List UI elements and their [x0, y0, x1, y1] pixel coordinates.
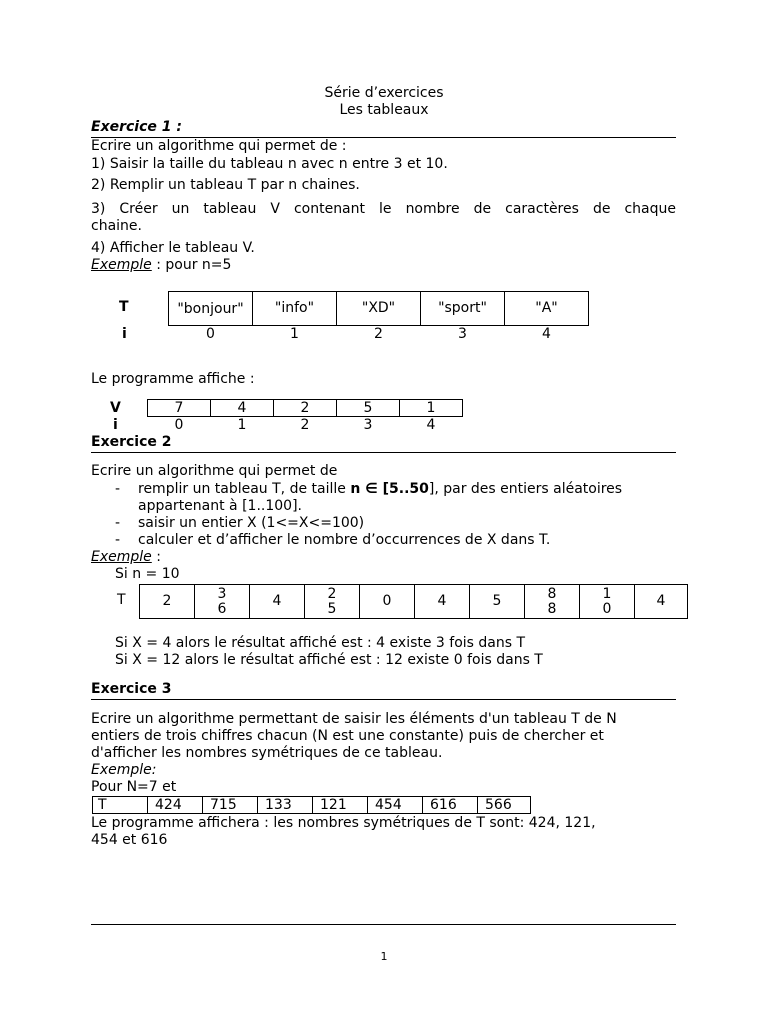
ex1-t-label: T	[119, 299, 129, 315]
ex2-intro: Ecrire un algorithme qui permet de	[91, 463, 338, 479]
ex1-step-2: 2) Remplir un tableau T par n chaines.	[91, 177, 360, 193]
ex3-t-cell: 121	[312, 796, 368, 814]
exercise-2-heading: Exercice 2	[91, 434, 172, 450]
ex2-t-cell: 10	[579, 584, 635, 619]
ex3-t-cell: 715	[202, 796, 258, 814]
page-number: 1	[380, 950, 388, 963]
ex3-t-cell: 616	[422, 796, 478, 814]
ex1-t-cell: "sport"	[420, 291, 505, 326]
exercise-3-rule	[91, 699, 676, 700]
ex1-v-cell: 5	[336, 399, 400, 417]
ex2-bullet-2: saisir un entier X (1<=X<=100)	[138, 515, 365, 531]
ex1-v-cell: 1	[399, 399, 463, 417]
ex1-v-cell: 7	[147, 399, 211, 417]
ex2-t-cell: 0	[359, 584, 415, 619]
ex1-step-3-line-1: 3) Créer un tableau V contenant le nombre de caractères de chaque	[91, 201, 676, 217]
ex2-bullet-3: calculer et d’afficher le nombre d’occurrences de X dans T.	[138, 532, 551, 548]
ex1-step-1: 1) Saisir la taille du tableau n avec n entre 3 et 10.	[91, 156, 448, 172]
ex2-t-cell: 88	[524, 584, 580, 619]
ex2-t-cell: 5	[469, 584, 525, 619]
ex2-bullet-1-line-2: appartenant à [1..100].	[138, 498, 302, 514]
ex1-output-label: Le programme affiche :	[91, 371, 255, 387]
ex2-t-cell: 4	[414, 584, 470, 619]
ex2-example: Exemple :	[91, 549, 161, 565]
ex1-v-index: 3	[363, 417, 373, 433]
ex1-index: 0	[206, 326, 215, 342]
ex1-v-index: 1	[237, 417, 247, 433]
ex2-t-cell: 25	[304, 584, 360, 619]
ex1-index: 3	[458, 326, 467, 342]
ex2-result-2: Si X = 12 alors le résultat affiché est : 12 existe 0 fois dans T	[115, 652, 543, 668]
exercise-3-heading: Exercice 3	[91, 681, 172, 697]
ex1-t-cell: "A"	[504, 291, 589, 326]
ex3-output-line-1: Le programme affichera : les nombres symétriques de T sont: 424, 121,	[91, 815, 596, 831]
ex2-t-cell: 36	[194, 584, 250, 619]
ex2-t-cell: 2	[139, 584, 195, 619]
ex1-v-label: V	[110, 400, 121, 416]
ex3-t-cell: 424	[147, 796, 203, 814]
ex1-example-rest: : pour n=5	[151, 257, 232, 273]
ex2-bullet: -	[115, 481, 121, 497]
ex3-pour: Pour N=7 et	[91, 779, 177, 795]
ex2-bullet-1-line-1: remplir un tableau T, de taille n ∈ [5..50], par des entiers aléatoires	[138, 481, 623, 497]
ex1-v-cell: 4	[210, 399, 274, 417]
ex3-line-3: d'afficher les nombres symétriques de ce tableau.	[91, 745, 443, 761]
ex3-t-cell: 133	[257, 796, 313, 814]
ex1-v-index: 0	[174, 417, 184, 433]
ex1-v-cell: 2	[273, 399, 337, 417]
ex3-t-cell: 566	[477, 796, 531, 814]
ex1-v-i-label: i	[113, 417, 118, 433]
ex2-bullet: -	[115, 515, 121, 531]
ex3-output-line-2: 454 et 616	[91, 832, 168, 848]
ex1-t-cell: "XD"	[336, 291, 421, 326]
ex2-si-n: Si n = 10	[115, 566, 180, 582]
title-line-2: Les tableaux	[339, 102, 429, 118]
ex2-t-label: T	[117, 592, 126, 608]
ex1-intro: Ecrire un algorithme qui permet de :	[91, 138, 347, 154]
ex1-example	[91, 257, 231, 274]
ex1-t-cell: "bonjour"	[168, 291, 253, 326]
ex2-bullet: -	[115, 532, 121, 548]
ex1-v-index: 4	[426, 417, 436, 433]
title-line-1: Série d’exercices	[324, 85, 444, 101]
ex1-index: 2	[374, 326, 383, 342]
ex3-t-cell: 454	[367, 796, 423, 814]
ex2-t-cell: 4	[249, 584, 305, 619]
ex3-line-2: entiers de trois chiffres chacun (N est une constante) puis de chercher et	[91, 728, 604, 744]
ex1-example-label: Exemple	[91, 257, 152, 273]
ex1-i-label: i	[122, 326, 127, 342]
ex3-line-1: Ecrire un algorithme permettant de saisir les éléments d'un tableau T de N	[91, 711, 617, 727]
ex1-index: 4	[542, 326, 551, 342]
ex1-step-4: 4) Afficher le tableau V.	[91, 240, 255, 256]
ex1-step-3-line-2: chaine.	[91, 218, 142, 234]
ex2-result-1: Si X = 4 alors le résultat affiché est : 4 existe 3 fois dans T	[115, 635, 526, 651]
ex3-example-label: Exemple:	[91, 762, 157, 778]
exercise-1-heading: Exercice 1 :	[91, 119, 182, 135]
ex3-t-label-cell: T	[92, 796, 148, 814]
footer-rule	[91, 924, 676, 925]
ex2-t-cell: 4	[634, 584, 688, 619]
ex1-t-cell: "info"	[252, 291, 337, 326]
exercise-2-rule	[91, 452, 676, 453]
ex1-index: 1	[290, 326, 299, 342]
ex1-v-index: 2	[300, 417, 310, 433]
